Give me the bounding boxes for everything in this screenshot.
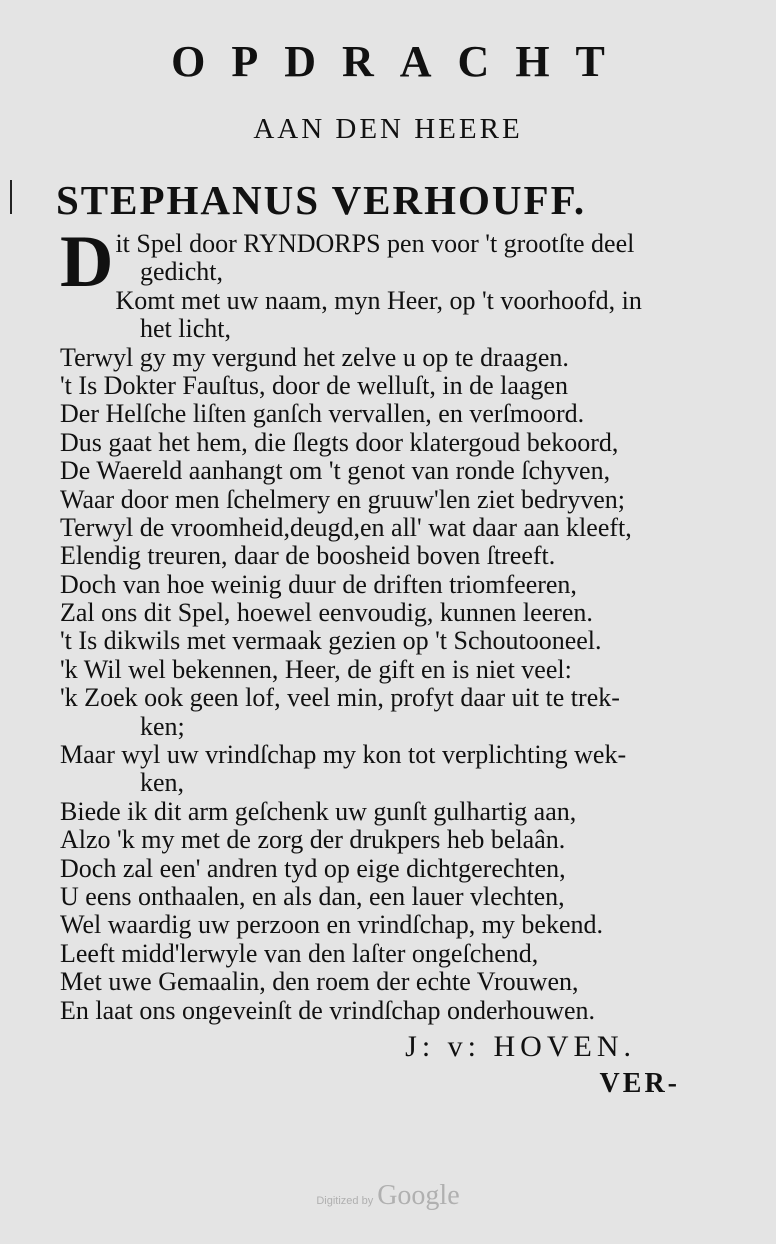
poem-line: U eens onthaalen, en als dan, een lauer vlechten,	[60, 881, 565, 911]
google-logo: Google	[377, 1180, 460, 1211]
poem-line: Leeft midd'lerwyle van den laſter ongeſchend,	[60, 938, 539, 968]
signature: J: v: HOVEN.	[405, 1030, 636, 1063]
poem-line: it Spel door RYNDORPS pen voor 't grootſte deel	[115, 229, 635, 258]
poem-line: En laat ons ongeveinſt de vrindſchap onderhouwen.	[60, 995, 596, 1025]
catchword: VER-	[599, 1068, 680, 1099]
page-title: OPDRACHT	[171, 37, 631, 86]
poem-line: Der Helſche liſten ganſch vervallen, en verſmoord.	[60, 399, 585, 429]
page-subtitle: AAN DEN HEERE	[253, 113, 523, 145]
poem-line: De Waereld aanhangt om 't genot van ronde ſchyven,	[60, 456, 611, 486]
poem-line: ken;	[140, 711, 185, 741]
poem-line: Waar door men ſchelmery en gruuw'len ziet bedryven;	[60, 484, 625, 514]
poem-line: Wel waardig uw perzoon en vrindſchap, my bekend.	[60, 910, 604, 940]
poem-line: Dus gaat het hem, die ſlegts door klatergoud bekoord,	[60, 427, 619, 457]
poem-line: 't Is Dokter Fauſtus, door de welluſt, in de laagen	[60, 370, 568, 400]
poem-line: 'k Zoek ook geen lof, veel min, profyt daar uit te trek-	[60, 683, 620, 713]
poem-line: gedicht,	[140, 257, 224, 287]
poem-line: Elendig treuren, daar de boosheid boven ſtreeft.	[60, 541, 556, 571]
poem-line: Doch van hoe weinig duur de driften triomfeeren,	[60, 569, 577, 599]
poem-line: Doch zal een' andren tyd op eige dichtgerechten,	[60, 853, 566, 883]
digitized-footer	[0, 1180, 776, 1212]
poem-line: ken,	[140, 768, 185, 798]
margin-mark	[10, 180, 12, 214]
poem-lines	[60, 221, 720, 1025]
poem-line: Terwyl gy my vergund het zelve u op te draagen.	[60, 342, 569, 372]
dedicatee-name: STEPHANUS VERHOUFF.	[56, 177, 587, 223]
poem-line: 'k Wil wel bekennen, Heer, de gift en is niet veel:	[60, 654, 572, 684]
poem-line: Maar wyl uw vrindſchap my kon tot verplichting wek-	[60, 740, 627, 770]
poem-line: Terwyl de vroomheid,deugd,en all' wat daar aan kleeft,	[60, 512, 632, 542]
poem-line: 't Is dikwils met vermaak gezien op 't Schoutooneel.	[60, 626, 602, 656]
poem-line: Met uwe Gemaalin, den roem der echte Vrouwen,	[60, 967, 579, 997]
poem-line: Biede ik dit arm geſchenk uw gunſt gulhartig aan,	[60, 796, 577, 826]
digitized-label: Digitized by	[316, 1195, 374, 1207]
poem-line: Komt met uw naam, myn Heer, op 't voorhoofd, in	[115, 285, 642, 315]
poem-line: het licht,	[140, 314, 231, 344]
poem-line: Zal ons dit Spel, hoewel eenvoudig, kunnen leeren.	[60, 598, 593, 628]
poem-body	[60, 221, 720, 1025]
drop-cap: D	[60, 221, 114, 303]
poem-line: Alzo 'k my met de zorg der drukpers heb belaân.	[60, 825, 566, 855]
